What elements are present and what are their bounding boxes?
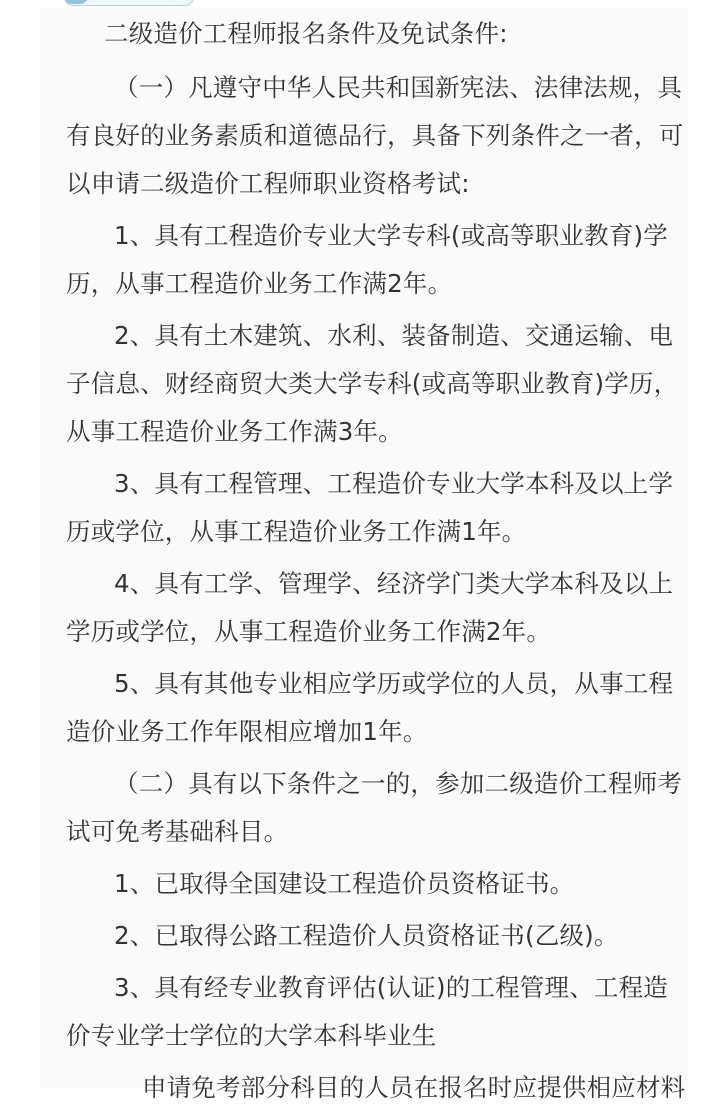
- article-title: 二级造价工程师报名条件及免试条件:: [104, 19, 508, 48]
- exemption-item-3: 3、具有经专业教育评估(认证)的工程管理、工程造价专业学士学位的大学本科毕业生: [66, 973, 669, 1050]
- condition-item-3: 3、具有工程管理、工程造价专业大学本科及以上学历或学位，从事工程造价业务工作满1年。: [66, 469, 674, 546]
- article-panel: [40, 8, 688, 1102]
- exemption-note: 申请免考部分科目的人员在报名时应提供相应材料: [142, 1073, 686, 1102]
- condition-item-1: 1、具有工程造价专业大学专科(或高等职业教育)学历，从事工程造价业务工作满2年。: [66, 221, 669, 298]
- tag-icon: [64, 0, 88, 4]
- exemption-item-1: 1、已取得全国建设工程造价员资格证书。: [114, 869, 575, 898]
- condition-item-2: 2、具有土木建筑、水利、装备制造、交通运输、电子信息、财经商贸大类大学专科(或高等职业教育)学历，从事工程造价业务工作满3年。: [66, 321, 679, 446]
- condition-item-4: 4、具有工学、管理学、经济学门类大学本科及以上学历或学位，从事工程造价业务工作满2年。: [66, 569, 674, 646]
- section-two-intro: （二）具有以下条件之一的，参加二级造价工程师考试可免考基础科目。: [66, 769, 683, 846]
- exemption-item-2: 2、已取得公路工程造价人员资格证书(乙级)。: [114, 921, 619, 950]
- section-one-intro: （一）凡遵守中华人民共和国新宪法、法律法规，具有良好的业务素质和道德品行，具备下列条件之一者，可以申请二级造价工程师职业资格考试:: [66, 73, 684, 198]
- article-content: [66, 8, 686, 1116]
- top-cropped-tag: [64, 0, 194, 6]
- condition-item-5: 5、具有其他专业相应学历或学位的人员，从事工程造价业务工作年限相应增加1年。: [66, 669, 674, 746]
